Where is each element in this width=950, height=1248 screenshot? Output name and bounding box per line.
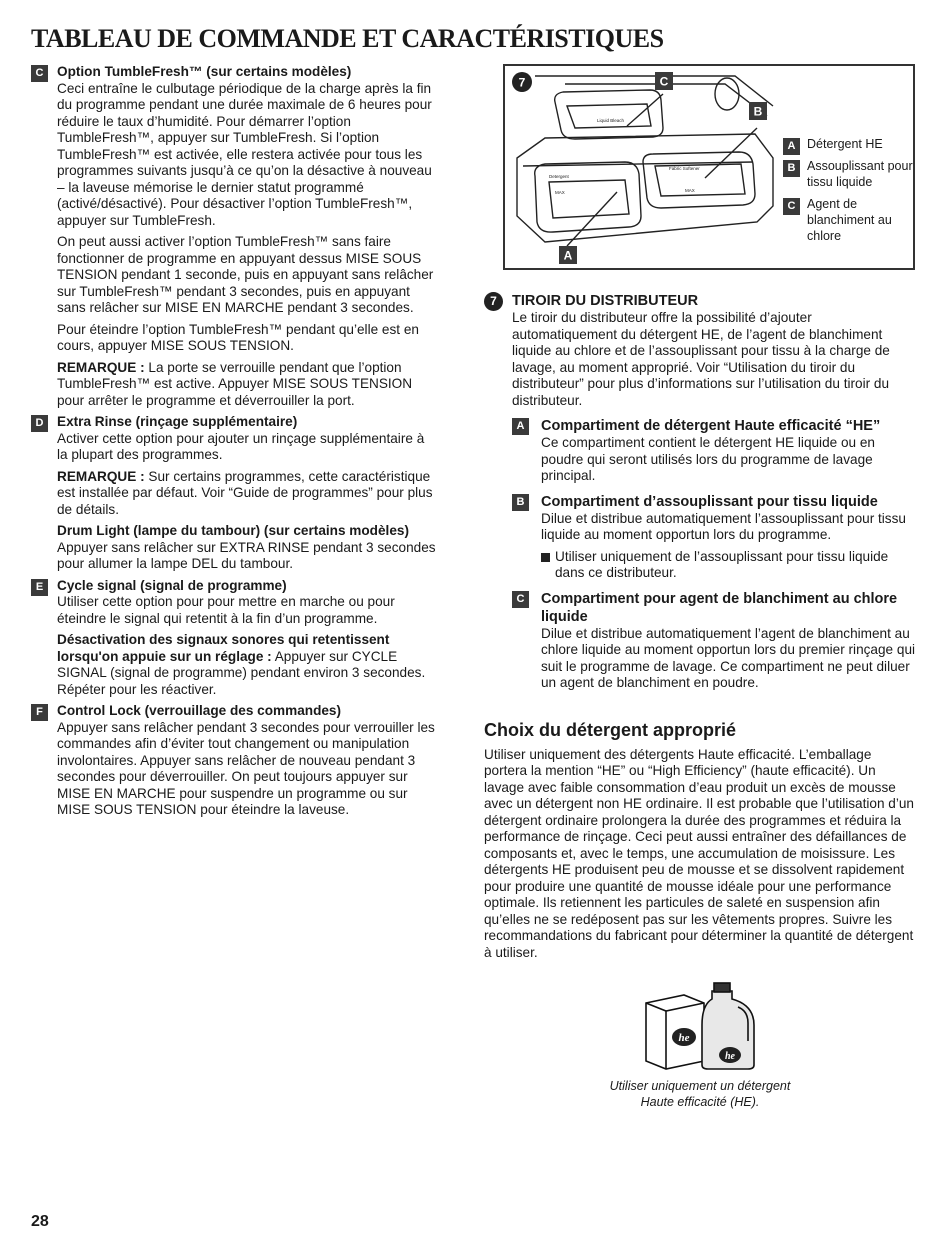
section-e-paragraph-1: Utiliser cette option pour pour mettre en marche ou pour éteindre le signal qui retentit à la fin d’un programme. (57, 594, 395, 626)
callout-b: B (753, 104, 763, 119)
legend-badge-b: B (783, 160, 800, 177)
compartment-b-heading: Compartiment d’assouplissant pour tissu liquide (541, 493, 878, 510)
dispenser-number: 7 (484, 292, 503, 311)
paragraph-text: Appuyer sur CYCLE SIGNAL (signal de programme) pendant environ 3 secondes. Répéter pour les réactiver. (57, 648, 426, 697)
compartment-a-heading: Compartiment de détergent Haute efficacité “HE” (541, 418, 881, 434)
section-e-paragraph-2 (57, 632, 436, 698)
section-d-extra-rinse (31, 414, 436, 573)
note-label: REMARQUE : (57, 468, 145, 484)
compartment-a (512, 417, 916, 485)
section-e-cycle-signal (31, 578, 436, 699)
dispenser-drawer-illustration (505, 66, 777, 268)
he-detergent-illustration (642, 981, 758, 1071)
legend-badge-c: C (783, 198, 800, 215)
compartment-c-heading: Compartiment pour agent de blanchiment au chlore liquide (541, 590, 898, 625)
drawer-label-detergent: Detergent (549, 174, 569, 179)
section-c-paragraph-3: Pour éteindre l’option TumbleFresh™ pendant qu’elle est en cours, appuyer MISE SOUS TENSION. (57, 321, 419, 353)
section-e-heading: Cycle signal (signal de programme) (57, 577, 287, 593)
compartment-b (512, 493, 916, 582)
left-column (31, 64, 436, 824)
right-column (484, 64, 916, 1110)
dispenser-intro: Le tiroir du distributeur offre la possibilité d’ajouter automatiquement du détergent HE, de l’agent de blanchiment liquide au chlore et de l’assouplissant pour tissu à la charge de lavage, au moment approprié. Voir “Utilisation du tiroir du distributeur” pour plus d’informations sur l’utilisation du tiroir du distributeur. (512, 310, 890, 408)
note-text: La porte se verrouille pendant que l’option TumbleFresh™ est active. Appuyer MISE SOUS TENSION pour arrêter le programme et déverrouiller la port. (57, 359, 413, 408)
page-number: 28 (31, 1213, 49, 1230)
section-c-heading: Option TumbleFresh™ (sur certains modèles) (57, 64, 352, 79)
compartment-c-badge: C (512, 591, 529, 608)
drawer-label-softener: Fabric Softener (669, 166, 700, 171)
compartment-a-text: Ce compartiment contient le détergent HE liquide ou en poudre qui seront utilisés lors du programme de lavage principal. (541, 435, 875, 483)
badge-e: E (31, 579, 48, 596)
he-logo-bottle: he (725, 1051, 735, 1062)
diagram-number: 7 (518, 75, 526, 90)
section-f-paragraph-1: Appuyer sans relâcher pendant 3 secondes pour verrouiller les commandes afin d’éviter tout changement ou manipulation involontaires. Appuyer sans relâcher de nouveau pendant 3 secondes pour déverrouiller. On peut toujours appuyer sur MISE EN MARCHE pour suspendre un programme ou sur MISE SOUS TENSION pour éteindre la laveuse. (57, 719, 435, 817)
bold-lead: Désactivation des signaux sonores qui retentissent lorsqu'on appuie sur un réglage : (57, 632, 390, 664)
compartment-c-text: Dilue et distribue automatiquement l’agent de blanchiment au chlore liquide au moment opportun lors du premier rinçage qui suit le programme de lavage. Ce compartiment ne peut diluer un agent de blanchiment en poudre. (541, 625, 916, 690)
section-c-tumblefresh (31, 64, 436, 409)
legend-item-c (783, 196, 913, 244)
legend-item-a (783, 136, 913, 152)
page-title: TABLEAU DE COMMANDE ET CARACTÉRISTIQUES (31, 24, 664, 53)
section-f-heading: Control Lock (verrouillage des commandes) (57, 703, 342, 718)
detergent-choice-text: Utiliser uniquement des détergents Haute efficacité. L’emballage portera la mention “HE” ou “High Efficiency” (haute efficacité). Un lavage avec faible consommation d’eau produit un excès de mousse avec un détergent non HE ordinaire. Il est probable que l’utilisation d’un détergent ordinaire prolongera la durée des programmes et réduira la performance de rinçage. Ceci peut aussi entraîner des défaillances de composants et, avec le temps, une accumulation de moisissure. Les détergents HE produisent peu de mousse et se dissolvent rapidement pour produire une quantité de mousse idéale pour une performance optimale. Ils retiennent les particules de saleté en suspension afin qu’elles ne se redéposent pas sur les vêtements propres. Suivre les recommandations du fabricant pour déterminer la quantité de détergent à utiliser. (484, 746, 914, 960)
he-detergent-figure (600, 981, 800, 1110)
callout-c: C (659, 74, 669, 89)
detergent-choice-heading: Choix du détergent approprié (484, 719, 737, 740)
section-c-paragraph-1: Ceci entraîne le culbutage périodique de la charge après la fin du programme pendant une durée maximale de 6 heures pour réduire le taux d’humidité. Pour démarrer l’option TumbleFresh™, appuyer sur TumbleFresh. Si l’option TumbleFresh™ est activée, elle restera activée pour tous les programmes suivants jusqu’à ce qu’on la désactive à nouveau – la laveuse mémorise le dernier statut programmé (activé/désactivé). Pour désactiver l’option TumbleFresh™, appuyer sur TumbleFresh. (57, 80, 432, 228)
drum-light-text: Appuyer sans relâcher sur EXTRA RINSE pendant 3 secondes pour allumer la lampe DEL du tambour. (57, 539, 436, 571)
section-d-paragraph-1: Activer cette option pour ajouter un rinçage supplémentaire à la plupart des programmes. (57, 430, 425, 462)
badge-f: F (31, 704, 48, 721)
compartment-b-text: Dilue et distribue automatiquement l’assouplissant pour tissu liquide au moment opportun lors du programme. (541, 510, 906, 542)
note-text: Sur certains programmes, cette caractéristique est installée par défaut. Voir “Guide de programmes” pour plus de détails. (57, 468, 433, 517)
legend-text-b: Assouplissant pour tissu liquide (807, 159, 913, 189)
compartment-b-badge: B (512, 494, 529, 511)
dispenser-heading: TIROIR DU DISTRIBUTEUR (512, 293, 699, 309)
compartment-b-bullet: Utiliser uniquement de l’assouplissant pour tissu liquide dans ce distributeur. (541, 549, 916, 582)
callout-a: A (563, 248, 573, 263)
diagram-legend (783, 136, 913, 250)
badge-c: C (31, 65, 48, 82)
drawer-label-max-2: MAX (685, 188, 695, 193)
section-c-note (57, 360, 436, 410)
compartment-c (512, 590, 916, 692)
drawer-label-max-1: MAX (555, 190, 565, 195)
drum-light-heading: Drum Light (lampe du tambour) (sur certains modèles) (57, 523, 409, 538)
he-figure-caption: Utiliser uniquement un détergent Haute efficacité (HE). (609, 1079, 791, 1109)
compartment-a-badge: A (512, 418, 529, 435)
legend-badge-a: A (783, 138, 800, 155)
section-d-note (57, 469, 436, 519)
section-f-control-lock (31, 703, 436, 819)
legend-text-a: Détergent HE (807, 137, 883, 151)
legend-item-b (783, 158, 913, 190)
dispenser-section (484, 292, 916, 692)
note-label: REMARQUE : (57, 359, 145, 375)
section-c-paragraph-2: On peut aussi activer l’option TumbleFresh™ sans faire fonctionner de programme en appuyant dessus MISE SOUS TENSION pendant 1 seconde, puis en appuyant sans relâcher sur TumbleFresh™ pendant 3 secondes, puis en appuyant sans relâcher sur MISE EN MARCHE pendant 3 secondes. (57, 234, 434, 315)
section-d-heading: Extra Rinse (rinçage supplémentaire) (57, 414, 298, 429)
legend-text-c: Agent de blanchiment au chlore (807, 197, 892, 243)
dispenser-drawer-diagram (503, 64, 915, 270)
drawer-label-bleach: Liquid Bleach (597, 118, 625, 123)
badge-d: D (31, 415, 48, 432)
he-logo-box: he (678, 1032, 690, 1044)
